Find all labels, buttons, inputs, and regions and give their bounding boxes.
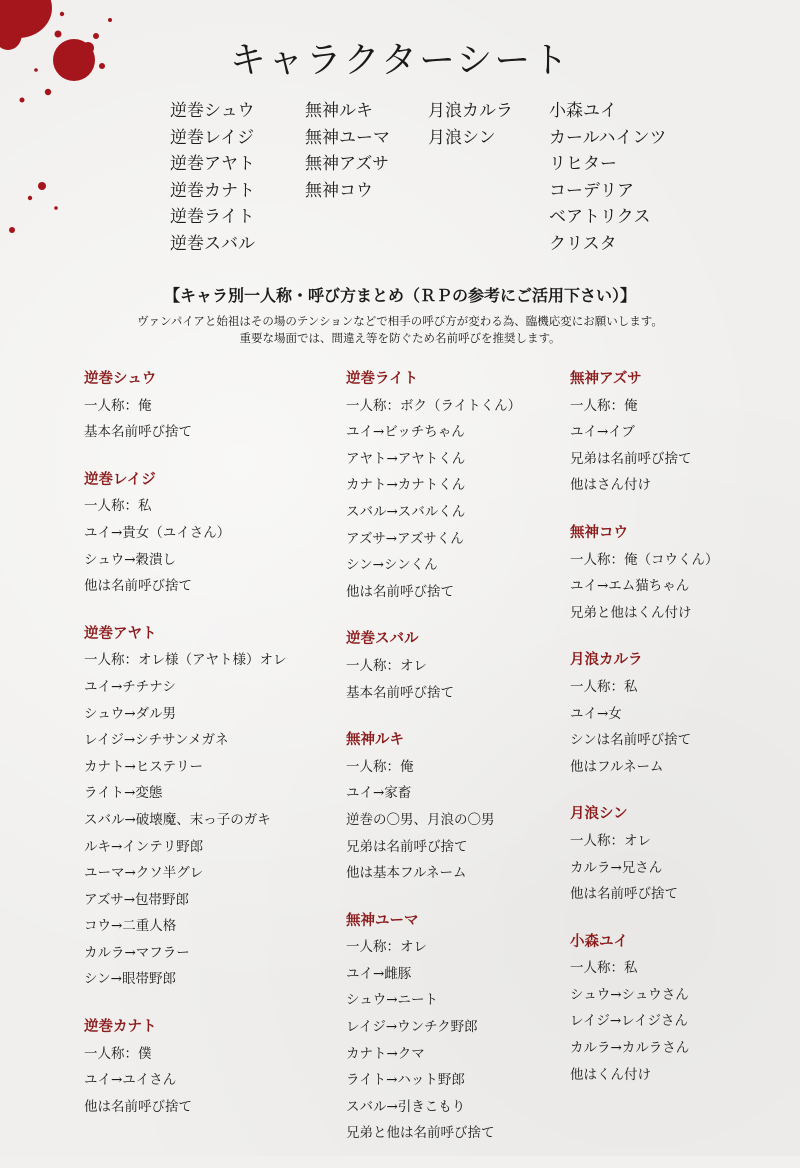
character-name: 逆巻シュウ bbox=[84, 370, 157, 387]
address-line: 一人称：ボク（ライトくん） bbox=[346, 397, 522, 414]
address-line: 一人称：オレ bbox=[346, 939, 427, 956]
address-line: 兄弟は名前呼び捨て bbox=[570, 450, 692, 467]
address-line: ユイ→女 bbox=[570, 705, 622, 722]
roster-name: クリスタ bbox=[549, 233, 617, 254]
address-line: ライト→ハット野郎 bbox=[346, 1072, 465, 1089]
address-line: 一人称：オレ bbox=[346, 657, 427, 674]
character-column-left bbox=[84, 366, 314, 1141]
character-name: 月浪カルラ bbox=[570, 651, 643, 669]
roster-name: 逆巻スバル bbox=[170, 233, 255, 254]
roster-name: 月浪カルラ bbox=[428, 101, 513, 121]
character-name: 月浪シン bbox=[570, 805, 628, 823]
address-line: 一人称：俺（コウくん） bbox=[570, 551, 719, 568]
character-name: 逆巻カナト bbox=[84, 1018, 157, 1036]
character-name: 無神ルキ bbox=[346, 731, 404, 749]
roster-name: 無神ルキ bbox=[305, 101, 373, 121]
address-line: 兄弟と他は名前呼び捨て bbox=[346, 1125, 495, 1142]
address-line: カナト→カナトくん bbox=[346, 477, 466, 494]
address-line: 逆巻の〇男、月浪の〇男 bbox=[346, 811, 495, 828]
address-line: 一人称：オレ bbox=[570, 832, 651, 849]
address-line: シュウ→ダル男 bbox=[84, 705, 177, 722]
character-block bbox=[84, 366, 314, 446]
roster-name: 月浪シン bbox=[428, 127, 496, 148]
roster-column-others bbox=[549, 98, 709, 258]
address-line: レイジ→ウンチク野郎 bbox=[346, 1019, 478, 1036]
address-line: ユイ→ビッチちゃん bbox=[346, 424, 465, 441]
address-line: スバル→破壊魔、末っ子のガキ bbox=[84, 811, 271, 828]
address-line: アヤト→アヤトくん bbox=[346, 450, 466, 467]
address-line: アズサ→アズサくん bbox=[346, 530, 464, 547]
address-line: ユイ→エム猫ちゃん bbox=[570, 578, 690, 595]
character-block bbox=[570, 801, 800, 907]
address-line: スバル→引きこもり bbox=[346, 1098, 466, 1115]
character-block bbox=[84, 1014, 314, 1120]
roster-name: 無神アズサ bbox=[305, 154, 389, 175]
address-line: シュウ→穀潰し bbox=[84, 551, 177, 568]
roster-name: カールハインツ bbox=[549, 127, 667, 148]
address-line: 他は基本フルネーム bbox=[346, 865, 467, 882]
character-name: 逆巻アヤト bbox=[84, 624, 157, 642]
address-line: シン→シンくん bbox=[346, 557, 438, 574]
address-line: 他はフルネーム bbox=[570, 758, 664, 775]
address-line: アズサ→包帯野郎 bbox=[84, 891, 190, 908]
character-name: 無神アズサ bbox=[570, 370, 642, 387]
address-line: ユイ→雌豚 bbox=[346, 965, 412, 982]
address-line: レイジ→レイジさん bbox=[570, 1013, 688, 1030]
address-line: スバル→スバルくん bbox=[346, 503, 466, 520]
address-line: 他は名前呼び捨て bbox=[570, 886, 678, 903]
address-line: 一人称：私 bbox=[570, 960, 638, 977]
address-line: 基本名前呼び捨て bbox=[84, 424, 192, 441]
roster-name: 逆巻シュウ bbox=[170, 101, 255, 121]
address-line: ユイ→イブ bbox=[570, 424, 635, 441]
roster-name: 小森ユイ bbox=[549, 101, 617, 121]
address-line: シンは名前呼び捨て bbox=[570, 732, 692, 749]
address-line: ユイ→チチナシ bbox=[84, 678, 177, 695]
address-line: 他は名前呼び捨て bbox=[84, 578, 192, 595]
character-block bbox=[84, 621, 314, 993]
note bbox=[0, 313, 800, 347]
roster-name: 逆巻カナト bbox=[170, 180, 255, 201]
character-block bbox=[570, 647, 800, 780]
roster-column-tsukinami bbox=[428, 98, 558, 151]
character-column-right bbox=[570, 366, 800, 1109]
roster-column-sakamaki bbox=[170, 98, 300, 258]
character-name: 逆巻レイジ bbox=[84, 470, 156, 488]
character-name: 無神コウ bbox=[570, 523, 628, 541]
character-block bbox=[84, 467, 314, 600]
character-block bbox=[346, 366, 576, 605]
address-line: ライト→変態 bbox=[84, 785, 163, 802]
address-line: ユイ→家畜 bbox=[346, 785, 412, 802]
roster-column-mukami bbox=[305, 98, 435, 204]
address-line: シュウ→シュウさん bbox=[570, 986, 689, 1003]
roster-name: 逆巻アヤト bbox=[170, 154, 255, 175]
address-line: 一人称：私 bbox=[84, 498, 152, 515]
address-line: 他は名前呼び捨て bbox=[346, 583, 454, 600]
address-line: 基本名前呼び捨て bbox=[346, 684, 454, 701]
address-line: 他はさん付け bbox=[570, 477, 651, 494]
roster-name: 逆巻ライト bbox=[170, 207, 255, 228]
roster-name: 無神コウ bbox=[305, 180, 373, 201]
address-line: シン→眼帯野郎 bbox=[84, 971, 176, 988]
character-column-middle bbox=[346, 366, 576, 1168]
roster-name: コーデリア bbox=[549, 180, 634, 201]
address-line: 他は名前呼び捨て bbox=[84, 1098, 192, 1115]
roster-name: 逆巻レイジ bbox=[170, 127, 255, 148]
note-line: ヴァンパイアと始祖はその場のテンションなどで相手の呼び方が変わる為、臨機応変にお願いします。 bbox=[137, 314, 663, 328]
address-line: ユイ→貴女（ユイさん） bbox=[84, 524, 231, 541]
address-line: 一人称：オレ様（アヤト様）オレ bbox=[84, 652, 287, 669]
section-heading: 【キャラ別一人称・呼び方まとめ（ＲＰの参考にご活用下さい）】 bbox=[163, 286, 636, 305]
roster-name: 無神ユーマ bbox=[305, 127, 390, 148]
address-line: コウ→二重人格 bbox=[84, 918, 177, 935]
character-block bbox=[570, 366, 800, 499]
address-line: ユイ→ユイさん bbox=[84, 1072, 177, 1089]
address-line: カナト→ヒステリー bbox=[84, 758, 204, 775]
address-line: カルラ→カルラさん bbox=[570, 1040, 690, 1057]
character-block bbox=[346, 908, 576, 1147]
character-name: 無神ユーマ bbox=[346, 911, 419, 929]
address-line: 一人称：僕 bbox=[84, 1045, 152, 1062]
address-line: カルラ→マフラー bbox=[84, 944, 190, 961]
character-name: 逆巻スバル bbox=[346, 630, 419, 648]
note-line: 重要な場面では、間違え等を防ぐため名前呼びを推奨します。 bbox=[239, 331, 561, 345]
character-block bbox=[346, 727, 576, 887]
address-line: ルキ→インテリ野郎 bbox=[84, 838, 204, 855]
address-line: ユーマ→クソ半グレ bbox=[84, 865, 204, 882]
address-line: シュウ→ニート bbox=[346, 992, 439, 1009]
character-block bbox=[570, 929, 800, 1089]
roster-name: リヒター bbox=[549, 154, 617, 175]
address-line: カルラ→兄さん bbox=[570, 859, 663, 876]
roster-name: ベアトリクス bbox=[549, 207, 651, 228]
address-line: 他はくん付け bbox=[570, 1066, 651, 1083]
character-name: 小森ユイ bbox=[570, 932, 628, 950]
address-line: 一人称：俺 bbox=[84, 397, 152, 414]
character-block bbox=[346, 626, 576, 706]
address-line: 兄弟は名前呼び捨て bbox=[346, 838, 468, 855]
address-line: 一人称：俺 bbox=[346, 758, 414, 775]
address-line: 一人称：私 bbox=[570, 678, 638, 695]
address-line: レイジ→シチサンメガネ bbox=[84, 732, 229, 749]
page-title: キャラクターシート bbox=[229, 40, 571, 81]
address-line: カナト→クマ bbox=[346, 1045, 425, 1062]
character-block bbox=[570, 520, 800, 626]
address-line: 兄弟と他はくん付け bbox=[570, 604, 692, 621]
character-name: 逆巻ライト bbox=[346, 370, 419, 387]
address-line: 一人称：俺 bbox=[570, 397, 638, 414]
